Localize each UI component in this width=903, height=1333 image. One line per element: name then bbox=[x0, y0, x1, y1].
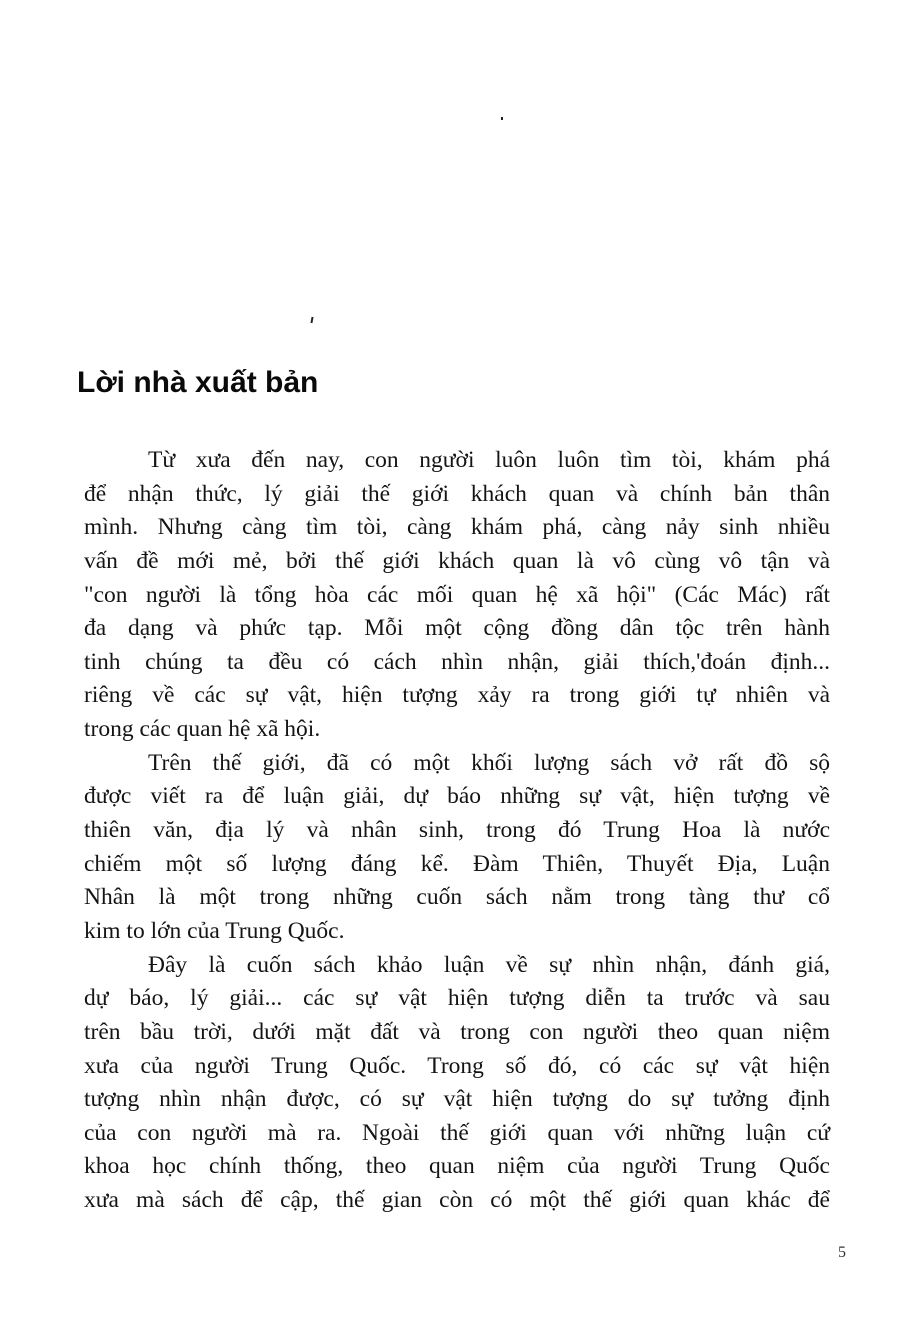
text-line: đa dạng và phức tạp. Mỗi một cộng đồng dân tộc trên hành bbox=[84, 615, 830, 642]
page-number: 5 bbox=[838, 1244, 846, 1261]
scan-speck bbox=[310, 317, 313, 323]
text-line: dự báo, lý giải... các sự vật hiện tượng diễn ta trước và sau bbox=[84, 985, 830, 1012]
paragraph bbox=[84, 444, 830, 747]
text-line: Đây là cuốn sách khảo luận về sự nhìn nhận, đánh giá, bbox=[148, 951, 830, 978]
page-title: Lời nhà xuất bản bbox=[77, 366, 319, 399]
text-line: tượng nhìn nhận được, có sự vật hiện tượng do sự tưởng định bbox=[84, 1086, 830, 1113]
text-line: "con người là tổng hòa các mối quan hệ xã hội" (Các Mác) rất bbox=[84, 581, 830, 608]
text-line: xưa của người Trung Quốc. Trong số đó, có các sự vật hiện bbox=[84, 1052, 830, 1079]
text-line: tinh chúng ta đều có cách nhìn nhận, giải thích,'đoán định... bbox=[84, 648, 830, 675]
text-line: Từ xưa đến nay, con người luôn luôn tìm tòi, khám phá bbox=[148, 447, 830, 473]
text-line: vấn đề mới mẻ, bởi thế giới khách quan là vô cùng vô tận và bbox=[84, 547, 830, 574]
text-line: kim to lớn của Trung Quốc. bbox=[84, 917, 345, 944]
text-line: xưa mà sách để cập, thế gian còn có một thế giới quan khác để bbox=[84, 1187, 830, 1214]
text-line: thiên văn, địa lý và nhân sinh, trong đó Trung Hoa là nước bbox=[84, 817, 830, 844]
scan-speck bbox=[501, 117, 503, 120]
paragraph bbox=[84, 949, 830, 1218]
text-line: trên bầu trời, dưới mặt đất và trong con người theo quan niệm bbox=[84, 1018, 830, 1045]
text-line: của con người mà ra. Ngoài thế giới quan với những luận cứ bbox=[84, 1119, 830, 1146]
text-line: chiếm một số lượng đáng kể. Đàm Thiên, Thuyết Địa, Luận bbox=[84, 850, 830, 877]
text-line: trong các quan hệ xã hội. bbox=[84, 716, 321, 743]
text-line: Trên thế giới, đã có một khối lượng sách vở rất đồ sộ bbox=[148, 749, 830, 776]
text-line: được viết ra để luận giải, dự báo những sự vật, hiện tượng về bbox=[84, 783, 830, 810]
text-line: riêng về các sự vật, hiện tượng xảy ra trong giới tự nhiên và bbox=[84, 682, 830, 709]
text-line: khoa học chính thống, theo quan niệm của người Trung Quốc bbox=[84, 1153, 830, 1180]
text-line: Nhân là một trong những cuốn sách nằm trong tàng thư cổ bbox=[84, 884, 830, 911]
body-text bbox=[84, 444, 830, 1218]
paragraph bbox=[84, 747, 830, 949]
text-line: mình. Nhưng càng tìm tòi, càng khám phá, càng nảy sinh nhiều bbox=[84, 514, 830, 541]
text-line: để nhận thức, lý giải thế giới khách quan và chính bản thân bbox=[84, 480, 830, 507]
